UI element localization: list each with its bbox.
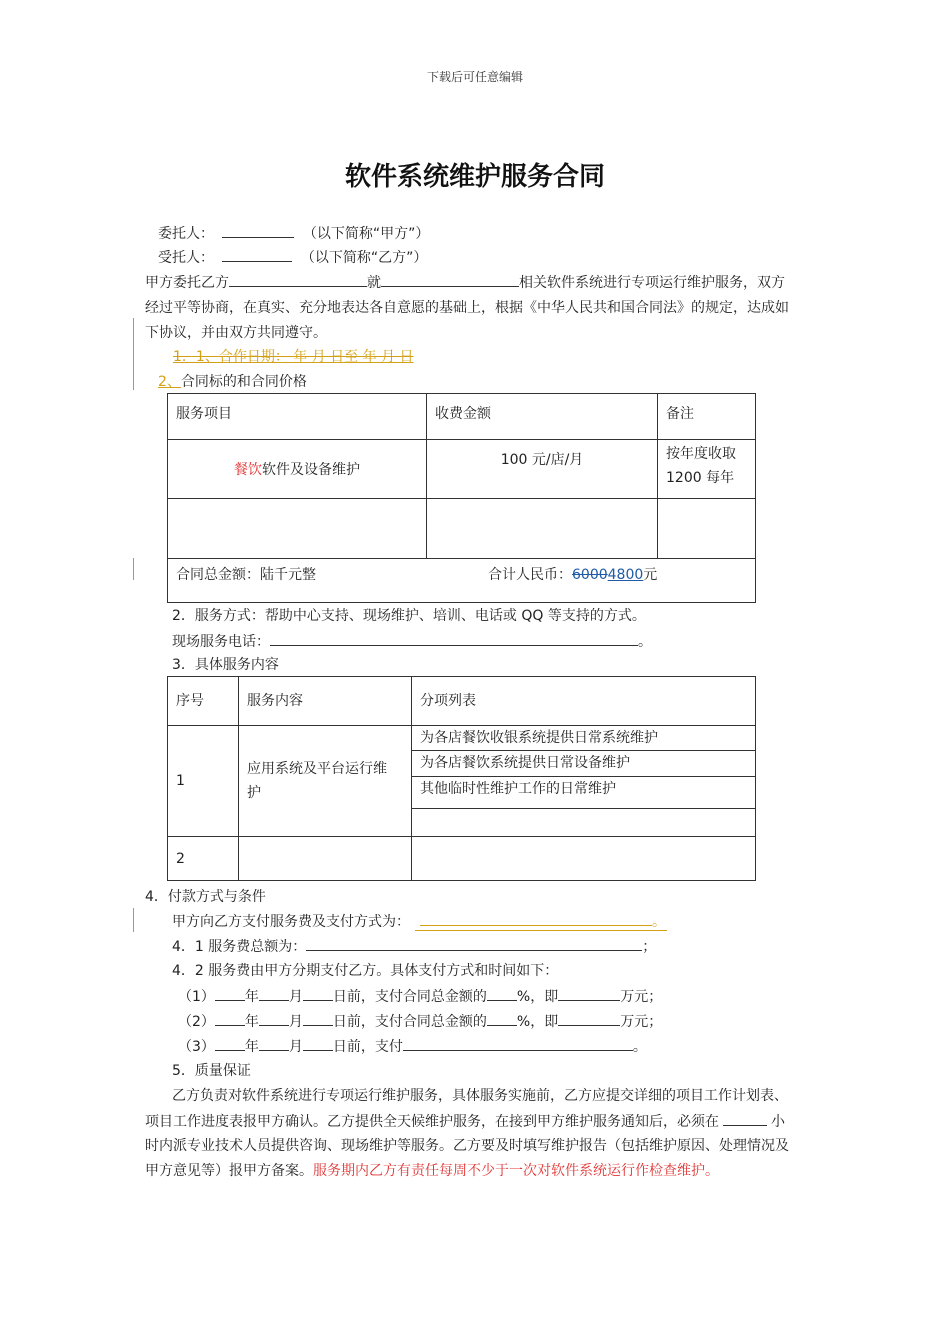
weekly-inspection-note: 服务期内乙方有责任每周不少于一次对软件系统运行作检查维护。 (313, 1163, 719, 1179)
inst2-amount-blank[interactable] (558, 1011, 620, 1026)
service-header-content: 服务内容 (239, 677, 412, 726)
change-bar-3 (133, 908, 134, 932)
service-item: 为各店餐饮收银系统提供日常系统维护 (412, 726, 756, 751)
price-header-item: 服务项目 (168, 394, 427, 440)
price-row1-item-rest: 软件及设备维护 (262, 462, 360, 478)
total-fee-line: 4．1 服务费总额为： ； (172, 936, 656, 957)
section2-title: 合同标的和合同价格 (180, 374, 307, 390)
service-row2-num: 2 (168, 837, 239, 881)
price-header-note: 备注 (658, 394, 756, 440)
provider-label: 受托人： (158, 250, 214, 266)
section5-line-2: 项目工作进度表报甲方确认。乙方提供全天候维护服务，在接到甲方维护服务通知后，必须在 小 (145, 1111, 785, 1132)
document-title: 软件系统维护服务合同 (344, 162, 605, 192)
rmb-unit: 元 (643, 567, 658, 583)
total-fee-label: 4．1 服务费总额为： (172, 939, 307, 955)
section1-cooperation-date (145, 347, 414, 367)
service-item (412, 809, 756, 837)
service-row2-items (412, 837, 756, 881)
price-row2-note (658, 499, 756, 559)
service-row2-content (239, 837, 412, 881)
inst3-method-blank[interactable] (403, 1036, 633, 1051)
price-row1-fee: 100 元/店/月 (427, 440, 658, 499)
installment-2: （2） 年 月 日前，支付合同总金额的 %，即 万元； (178, 1011, 662, 1032)
section2-title-line (158, 372, 307, 392)
change-bar-1 (133, 318, 134, 390)
client-blank[interactable] (222, 223, 294, 238)
inst3-month-blank[interactable] (259, 1036, 289, 1051)
intro-blank-2[interactable] (381, 272, 519, 287)
price-row1-item-highlight: 餐饮 (234, 462, 262, 478)
price-row1-note: 按年度收取 1200 每年 (658, 440, 756, 499)
section2-num: 2、 (158, 374, 181, 390)
section3-title: 3．具体服务内容 (172, 657, 279, 673)
service-table (167, 676, 756, 881)
intro-line-2: 经过平等协商，在真实、充分地表达各自意愿的基础上，根据《中华人民共和国合同法》的规定，达成如 (145, 300, 789, 316)
installments-intro: 4．2 服务费由甲方分期支付乙方。具体支付方式和时间如下： (172, 963, 559, 979)
intro-blank-1[interactable] (229, 272, 367, 287)
header-note: 下载后可任意编辑 (426, 70, 523, 84)
intro-part1: 甲方委托乙方 (145, 275, 229, 291)
client-suffix: （以下简称“甲方”） (302, 226, 430, 242)
client-label: 委托人： (158, 226, 214, 242)
phone-label: 现场服务电话： (172, 634, 270, 650)
inst2-day-blank[interactable] (303, 1011, 333, 1026)
service-row1-num: 1 (168, 726, 239, 837)
rmb-old-value: 6000 (572, 567, 608, 583)
inst2-month-blank[interactable] (259, 1011, 289, 1026)
section5-line-4: 甲方意见等）报甲方备案。服务期内乙方有责任每周不少于一次对软件系统运行作检查维护。 (145, 1163, 719, 1179)
inst2-year-blank[interactable] (215, 1011, 245, 1026)
installment-3: （3） 年 月 日前，支付 。 (178, 1036, 647, 1057)
inst1-year-blank[interactable] (215, 986, 245, 1001)
provider-blank[interactable] (222, 247, 292, 262)
service-header-num: 序号 (168, 677, 239, 726)
price-row2-item (168, 499, 427, 559)
phone-blank[interactable] (270, 631, 638, 646)
inst1-month-blank[interactable] (259, 986, 289, 1001)
inst1-pct-blank[interactable] (487, 986, 517, 1001)
rmb-label: 合计人民币： (488, 567, 572, 583)
section5-title: 5．质量保证 (172, 1063, 251, 1079)
installment-1: （1） 年 月 日前，支付合同总金额的 %，即 万元； (178, 986, 662, 1007)
inst1-day-blank[interactable] (303, 986, 333, 1001)
service-method: 2．服务方式：帮助中心支持、现场维护、培训、电话或 QQ 等支持的方式。 (172, 608, 646, 624)
intro-line-1 (145, 272, 785, 293)
pay-method-line: 甲方向乙方支付服务费及支付方式为： 。 (172, 911, 666, 932)
pay-method-label: 甲方向乙方支付服务费及支付方式为： (172, 914, 410, 930)
client-line (158, 223, 429, 244)
price-row2-fee (427, 499, 658, 559)
service-row1-content: 应用系统及平台运行维 护 (239, 726, 412, 837)
hours-blank[interactable] (723, 1111, 767, 1126)
provider-suffix: （以下简称“乙方”） (300, 250, 428, 266)
provider-line (158, 247, 427, 268)
inst1-amount-blank[interactable] (558, 986, 620, 1001)
price-table (167, 393, 756, 603)
section4-title: 4．付款方式与条件 (145, 889, 266, 905)
price-row1-item (168, 440, 427, 499)
service-item: 为各店餐饮系统提供日常设备维护 (412, 751, 756, 777)
total-fee-blank[interactable] (306, 936, 642, 951)
price-header-fee: 收费金额 (427, 394, 658, 440)
phone-line: 现场服务电话： 。 (172, 631, 652, 652)
change-bar-2 (133, 558, 134, 580)
pay-method-insert-underline (415, 930, 667, 931)
intro-part2: 就 (367, 275, 381, 291)
total-amount-label: 合同总金额：陆千元整 (176, 567, 316, 583)
section5-line-3: 时内派专业技术人员提供咨询、现场维护等服务。乙方要及时填写维护报告（包括维护原因、处理情况及 (145, 1138, 789, 1154)
inst3-year-blank[interactable] (215, 1036, 245, 1051)
inst3-day-blank[interactable] (303, 1036, 333, 1051)
rmb-new-value: 4800 (607, 567, 644, 583)
inst2-pct-blank[interactable] (487, 1011, 517, 1026)
section1-text: 1．1、合作日期： 年 月 日至 年 月 日 (173, 349, 414, 365)
pay-method-blank[interactable] (420, 911, 652, 926)
service-header-items: 分项列表 (412, 677, 756, 726)
intro-line-3: 下协议，并由双方共同遵守。 (145, 325, 327, 341)
price-total-row (168, 559, 756, 603)
service-item: 其他临时性维护工作的日常维护 (412, 777, 756, 809)
intro-part3: 相关软件系统进行专项运行维护服务，双方 (519, 275, 785, 291)
section5-line-1: 乙方负责对软件系统进行专项运行维护服务，具体服务实施前，乙方应提交详细的项目工作计划表、 (172, 1088, 788, 1104)
